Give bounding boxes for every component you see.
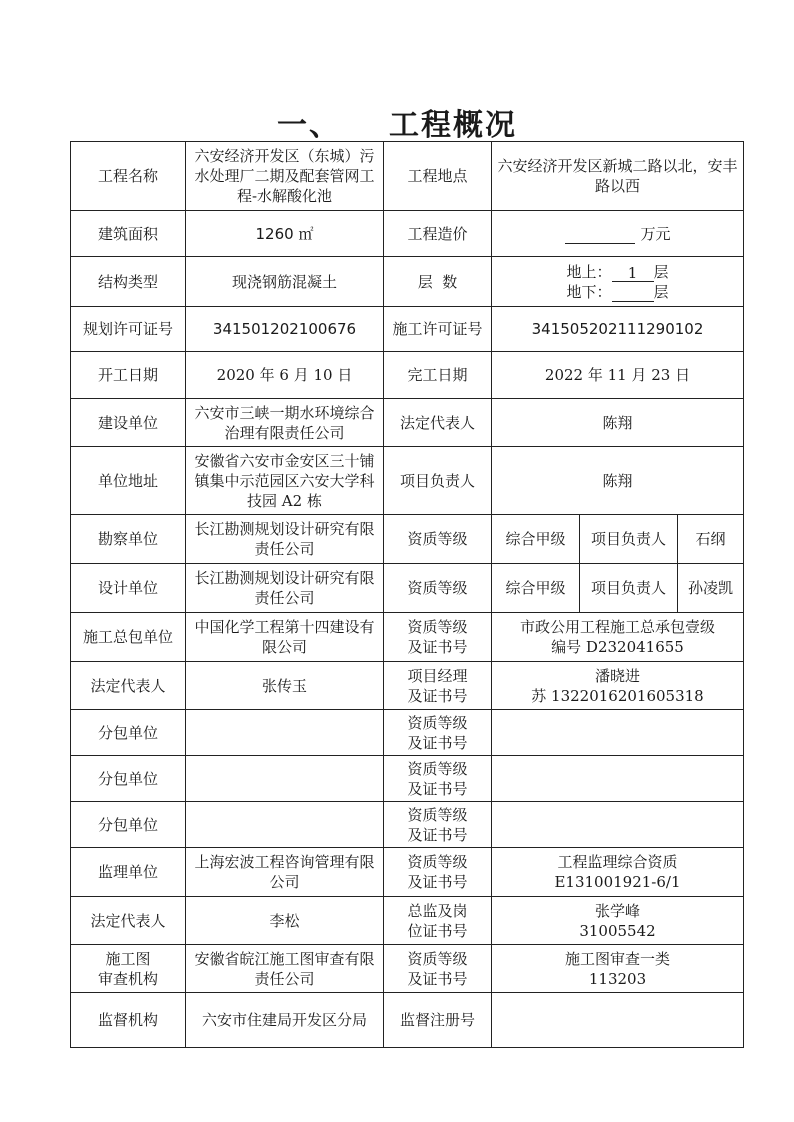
supervision-qual-value: [492, 848, 744, 897]
floors-above-value: 1: [612, 263, 654, 282]
plan-permit-label: 规划许可证号: [71, 307, 186, 352]
chief-supervisor-label-line1: 总监及岗: [407, 901, 468, 920]
contractor-qual-value: [492, 613, 744, 662]
subcontractor-qual-label-line1: 资质等级: [407, 759, 468, 778]
row-area: [71, 211, 744, 257]
subcontractor-qual-value: [492, 802, 744, 848]
review-qual-label: [384, 945, 492, 993]
contractor-qual-line2: 编号 D232041655: [551, 638, 684, 656]
project-name-label: 工程名称: [71, 142, 186, 211]
contractor-pm-label-line1: 项目经理: [407, 666, 468, 685]
floors-below: [496, 282, 739, 302]
row-contractor: [71, 613, 744, 662]
design-label: 设计单位: [71, 564, 186, 613]
review-value: 安徽省皖江施工图审查有限责任公司: [186, 945, 384, 993]
supervision-qual-line2: E131001921-6/1: [554, 873, 681, 891]
subcontractor-value: [186, 710, 384, 756]
chief-supervisor-label: [384, 897, 492, 945]
design-qual-value: 综合甲级: [492, 564, 580, 613]
end-date-label: 完工日期: [384, 352, 492, 399]
project-name-value: 六安经济开发区（东城）污水处理厂二期及配套管网工程-水解酸化池: [186, 142, 384, 211]
floors-below-value: [612, 283, 654, 302]
row-supervision: [71, 848, 744, 897]
row-design: [71, 564, 744, 613]
supervision-label: 监理单位: [71, 848, 186, 897]
review-qual-line2: 113203: [588, 969, 647, 988]
review-qual-value: [492, 945, 744, 993]
subcontractor-qual-label-line2: 及证书号: [407, 825, 468, 844]
row-owner: [71, 399, 744, 447]
owner-value: 六安市三峡一期水环境综合治理有限责任公司: [186, 399, 384, 447]
subcontractor-qual-label: [384, 802, 492, 848]
build-permit-label: 施工许可证号: [384, 307, 492, 352]
row-survey: [71, 515, 744, 564]
row-subcontractor: [71, 756, 744, 802]
review-qual-line1: 施工图审查一类: [565, 949, 671, 968]
row-permits: [71, 307, 744, 352]
start-date-value: 2020 年 6 月 10 日: [186, 352, 384, 399]
floors-above-label: 地上：: [566, 262, 612, 281]
supervision-qual-line1: 工程监理综合资质: [557, 853, 678, 871]
supervision-qual-label: [384, 848, 492, 897]
row-review: [71, 945, 744, 993]
oversight-value: 六安市住建局开发区分局: [186, 993, 384, 1048]
address-label: 单位地址: [71, 447, 186, 515]
design-pm-value: 孙凌凯: [678, 564, 744, 613]
subcontractor-value: [186, 756, 384, 802]
subcontractor-qual-label-line1: 资质等级: [407, 805, 468, 824]
row-contractor-rep: [71, 662, 744, 710]
row-supervision-rep: [71, 897, 744, 945]
review-label-line2: 审查机构: [97, 969, 158, 988]
row-subcontractor: [71, 710, 744, 756]
contractor-pm-label-line2: 及证书号: [407, 686, 468, 705]
owner-pm-value: 陈翔: [492, 447, 744, 515]
oversight-reg-value: [492, 993, 744, 1048]
row-dates: [71, 352, 744, 399]
supervision-qual-label-line2: 及证书号: [407, 873, 468, 891]
row-oversight: [71, 993, 744, 1048]
chief-supervisor-value: [492, 897, 744, 945]
contractor-qual-line1: 市政公用工程施工总承包壹级: [520, 618, 716, 636]
contractor-pm-label: [384, 662, 492, 710]
row-address: [71, 447, 744, 515]
end-date-value: 2022 年 11 月 23 日: [492, 352, 744, 399]
survey-pm-label: 项目负责人: [580, 515, 678, 564]
owner-pm-label: 项目负责人: [384, 447, 492, 515]
contractor-value: 中国化学工程第十四建设有限公司: [186, 613, 384, 662]
survey-pm-value: 石纲: [678, 515, 744, 564]
oversight-reg-label: 监督注册号: [384, 993, 492, 1048]
contractor-qual-label-line2: 及证书号: [407, 638, 468, 656]
title-number: 一、: [277, 108, 341, 143]
project-location-label: 工程地点: [384, 142, 492, 211]
floors-above-unit: 层: [653, 262, 669, 281]
subcontractor-label: 分包单位: [71, 802, 186, 848]
plan-permit-value: 341501202100676: [186, 307, 384, 352]
subcontractor-qual-value: [492, 710, 744, 756]
survey-value: 长江勘测规划设计研究有限责任公司: [186, 515, 384, 564]
floors-below-unit: 层: [653, 282, 669, 301]
subcontractor-qual-label: [384, 710, 492, 756]
subcontractor-qual-value: [492, 756, 744, 802]
contractor-pm-value: [492, 662, 744, 710]
design-value: 长江勘测规划设计研究有限责任公司: [186, 564, 384, 613]
contractor-qual-label-line1: 资质等级: [407, 618, 468, 636]
cost-label: 工程造价: [384, 211, 492, 257]
owner-rep-value: 陈翔: [492, 399, 744, 447]
structure-label: 结构类型: [71, 257, 186, 307]
cost-unit: 万元: [640, 224, 671, 243]
title-text: 工程概况: [389, 108, 517, 143]
subcontractor-qual-label-line1: 资质等级: [407, 713, 468, 732]
contractor-pm-line2: 苏 1322016201605318: [531, 686, 704, 705]
design-qual-label: 资质等级: [384, 564, 492, 613]
subcontractor-qual-label: [384, 756, 492, 802]
supervision-rep-label: 法定代表人: [71, 897, 186, 945]
area-label: 建筑面积: [71, 211, 186, 257]
build-permit-value: 341505202111290102: [492, 307, 744, 352]
area-value: 1260 ㎡: [186, 211, 384, 257]
supervision-rep-value: 李松: [186, 897, 384, 945]
row-project-name: [71, 142, 744, 211]
contractor-pm-line1: 潘晓进: [595, 666, 641, 685]
floors-cell: [492, 257, 744, 307]
cost-value: [565, 225, 635, 244]
survey-label: 勘察单位: [71, 515, 186, 564]
contractor-label: 施工总包单位: [71, 613, 186, 662]
owner-label: 建设单位: [71, 399, 186, 447]
review-label: [71, 945, 186, 993]
row-subcontractor: [71, 802, 744, 848]
chief-supervisor-line2: 31005542: [579, 921, 656, 940]
start-date-label: 开工日期: [71, 352, 186, 399]
subcontractor-qual-label-line2: 及证书号: [407, 779, 468, 798]
structure-value: 现浇钢筋混凝土: [186, 257, 384, 307]
cost-cell: [492, 211, 744, 257]
review-qual-label-line2: 及证书号: [407, 969, 468, 988]
contractor-rep-value: 张传玉: [186, 662, 384, 710]
survey-qual-label: 资质等级: [384, 515, 492, 564]
subcontractor-qual-label-line2: 及证书号: [407, 733, 468, 752]
supervision-value: 上海宏波工程咨询管理有限公司: [186, 848, 384, 897]
chief-supervisor-line1: 张学峰: [595, 901, 641, 920]
contractor-rep-label: 法定代表人: [71, 662, 186, 710]
owner-rep-label: 法定代表人: [384, 399, 492, 447]
project-overview-table: [70, 141, 744, 1048]
review-label-line1: 施工图: [105, 949, 151, 968]
design-pm-label: 项目负责人: [580, 564, 678, 613]
project-location-value: 六安经济开发区新城二路以北，安丰路以西: [492, 142, 744, 211]
subcontractor-value: [186, 802, 384, 848]
row-structure: [71, 257, 744, 307]
review-qual-label-line1: 资质等级: [407, 949, 468, 968]
contractor-qual-label: [384, 613, 492, 662]
supervision-qual-label-line1: 资质等级: [407, 853, 468, 871]
chief-supervisor-label-line2: 位证书号: [407, 921, 468, 940]
address-value: 安徽省六安市金安区三十铺镇集中示范园区六安大学科技园 A2 栋: [186, 447, 384, 515]
oversight-label: 监督机构: [71, 993, 186, 1048]
subcontractor-label: 分包单位: [71, 756, 186, 802]
page-title: [0, 100, 794, 144]
survey-qual-value: 综合甲级: [492, 515, 580, 564]
floors-below-label: 地下：: [566, 282, 612, 301]
floors-label: 层 数: [384, 257, 492, 307]
subcontractor-label: 分包单位: [71, 710, 186, 756]
floors-above: [496, 262, 739, 282]
